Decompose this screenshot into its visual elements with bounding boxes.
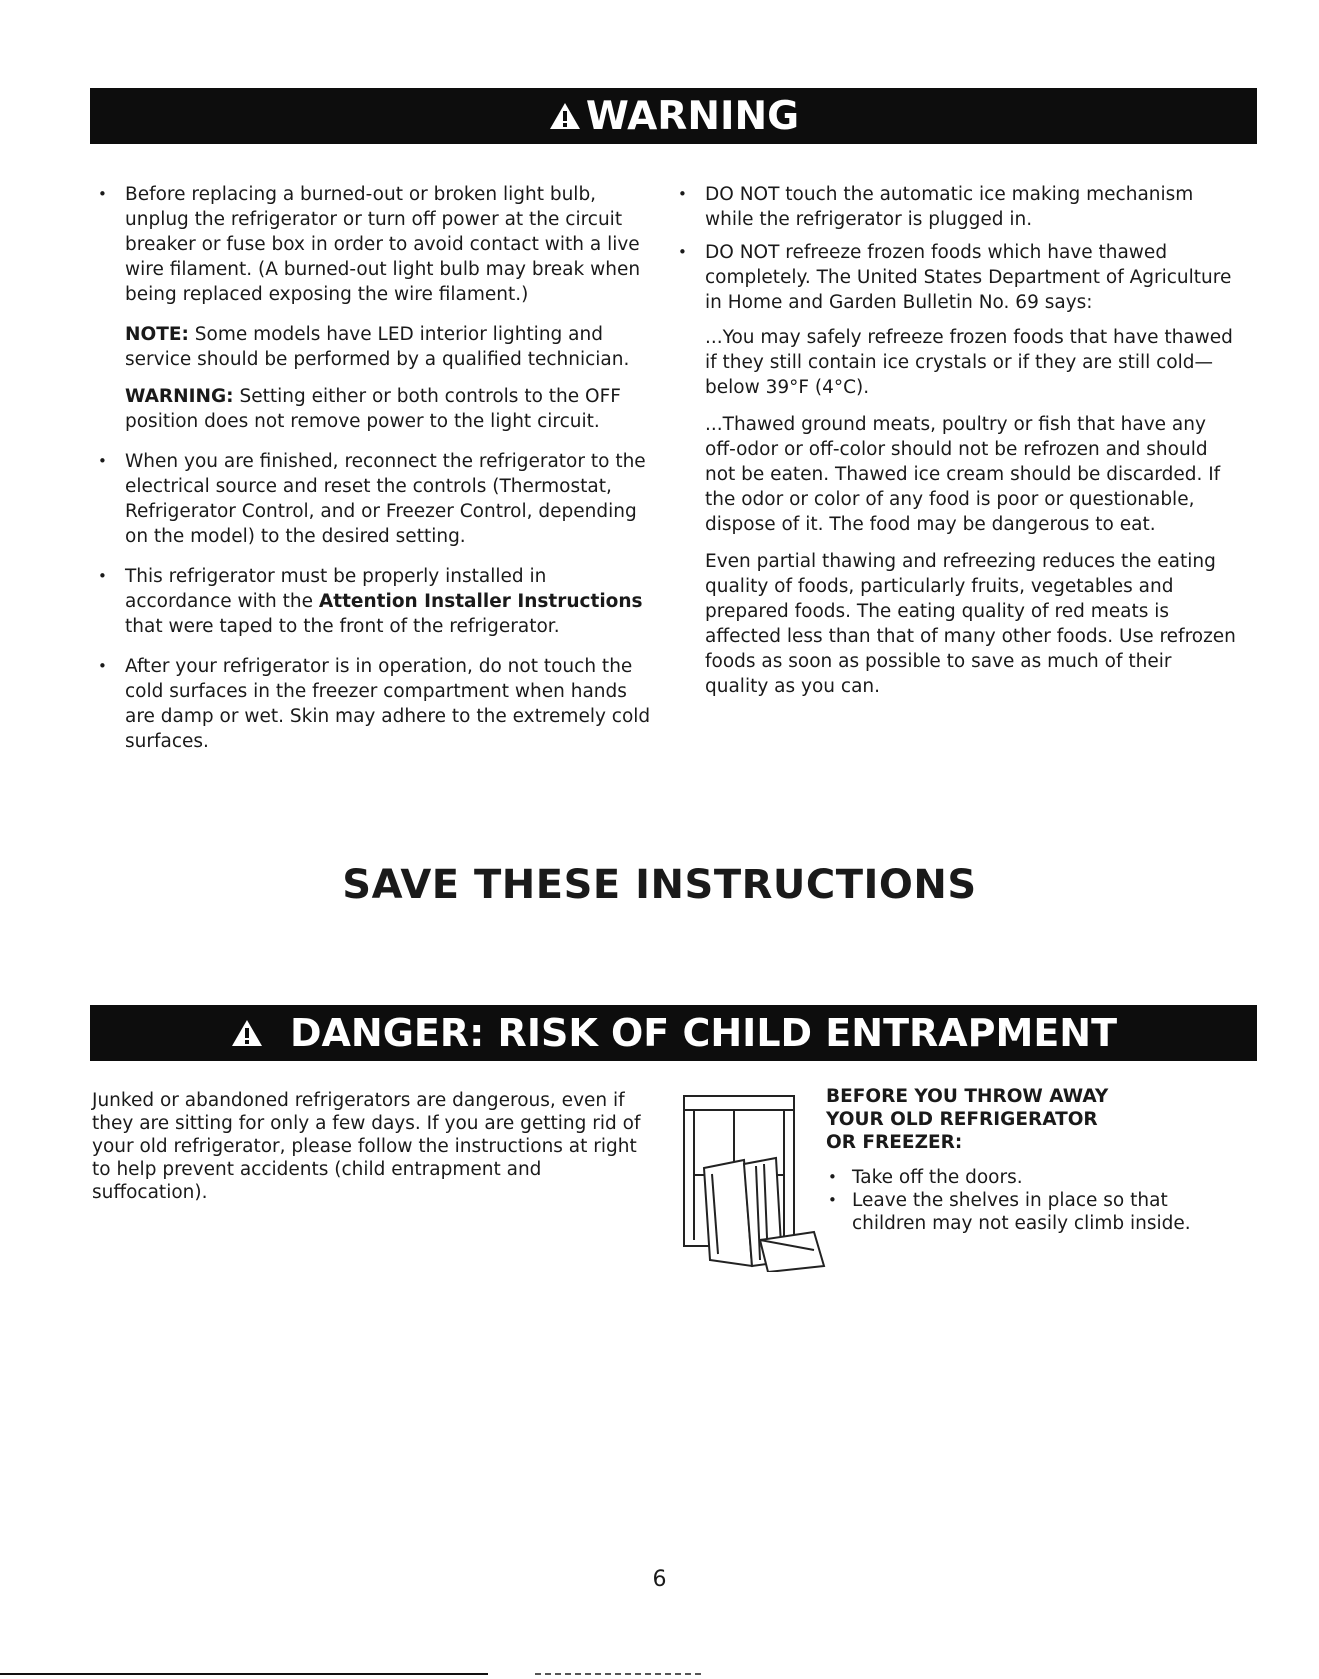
installation-text-b: that were taped to the front of the refrigerator.	[125, 616, 560, 637]
note-label: NOTE:	[125, 324, 189, 345]
bullet-leave-shelves: • Leave the shelves in place so that children may not easily climb inside.	[826, 1189, 1246, 1235]
right-column	[676, 182, 1236, 711]
quote-thawed-meats: ...Thawed ground meats, poultry or fish that have any off-odor or off-color should not be refrozen and should not be eaten. Thawed ice cream should be discarded. If the odor or color of any food is poor or questionable, dispose of it. The food may be dangerous to eat.	[705, 414, 1221, 535]
note-led	[96, 322, 656, 372]
bullet-cold-surfaces: • After your refrigerator is in operation, do not touch the cold surfaces in the freezer compartment when hands are damp or wet. Skin may adhere to the extremely cold surfaces.	[96, 654, 656, 754]
warning-label: WARNING:	[125, 386, 234, 407]
bullet-ice-mechanism: • DO NOT touch the automatic ice making mechanism while the refrigerator is plugged in.	[676, 182, 1236, 232]
installation-bold: Attention Installer Instructions	[318, 591, 643, 612]
paragraph-eating-quality: Even partial thawing and refreezing reduces the eating quality of foods, particularly fruits, vegetables and prepared foods. The eating quality of red meats is affected less than that of many other foods. Use refrozen foods as soon as possible to save as much of their quality as you can.	[705, 551, 1236, 697]
bullet-refreeze: • DO NOT refreeze frozen foods which have thawed completely. The United States Department of Agriculture in Home and Garden Bulletin No. 69 says:	[676, 240, 1236, 315]
before-throw-away-heading	[826, 1085, 1246, 1154]
bullet-reconnect: • When you are finished, reconnect the refrigerator to the electrical source and reset the controls (Thermostat, Refrigerator Control, and or Freezer Control, depending on the model) to the desired setting.	[96, 449, 656, 549]
danger-title: DANGER: RISK OF CHILD ENTRAPMENT	[289, 1011, 1118, 1055]
save-instructions-heading: SAVE THESE INSTRUCTIONS	[342, 862, 977, 908]
note-text: Some models have LED interior lighting and service should be performed by a qualified technician.	[125, 324, 630, 370]
bullet-installation	[96, 564, 656, 639]
warning-controls	[96, 384, 656, 434]
warning-triangle-icon	[548, 101, 582, 131]
warning-text: Setting either or both controls to the OFF position does not remove power to the light circuit.	[125, 386, 621, 432]
quote-safe-refreeze: ...You may safely refreeze frozen foods that have thawed if they still contain ice crystals or if they are still cold—below 39°F (4°C).	[705, 327, 1233, 398]
danger-banner	[90, 1005, 1257, 1061]
bottom-rule	[0, 1673, 488, 1675]
heading-line-2: YOUR OLD REFRIGERATOR	[826, 1109, 1098, 1130]
warning-title: WARNING	[585, 93, 800, 139]
bottom-marks	[535, 1673, 705, 1675]
before-throw-away-block	[826, 1085, 1246, 1235]
installation-text-a: This refrigerator must be properly installed in accordance with the	[125, 566, 547, 612]
heading-line-1: BEFORE YOU THROW AWAY	[826, 1086, 1109, 1107]
danger-triangle-icon	[230, 1018, 264, 1048]
left-column	[96, 182, 656, 769]
warning-banner	[90, 88, 1257, 144]
danger-intro: Junked or abandoned refrigerators are dangerous, even if they are sitting for only a few days. If you are getting rid of your old refrigerator, please follow the instructions at right to help prevent accidents (child entrapment and suffocation).	[92, 1090, 641, 1203]
bullet-take-off-doors: • Take off the doors.	[826, 1166, 1246, 1189]
page-number: 6	[652, 1567, 667, 1592]
bullet-light-bulb: • Before replacing a burned-out or broken light bulb, unplug the refrigerator or turn off power at the circuit breaker or fuse box in order to avoid contact with a live wire filament. (A burned-out light bulb may break when being replaced exposing the wire filament.)	[96, 182, 656, 307]
heading-line-3: OR FREEZER:	[826, 1132, 963, 1153]
